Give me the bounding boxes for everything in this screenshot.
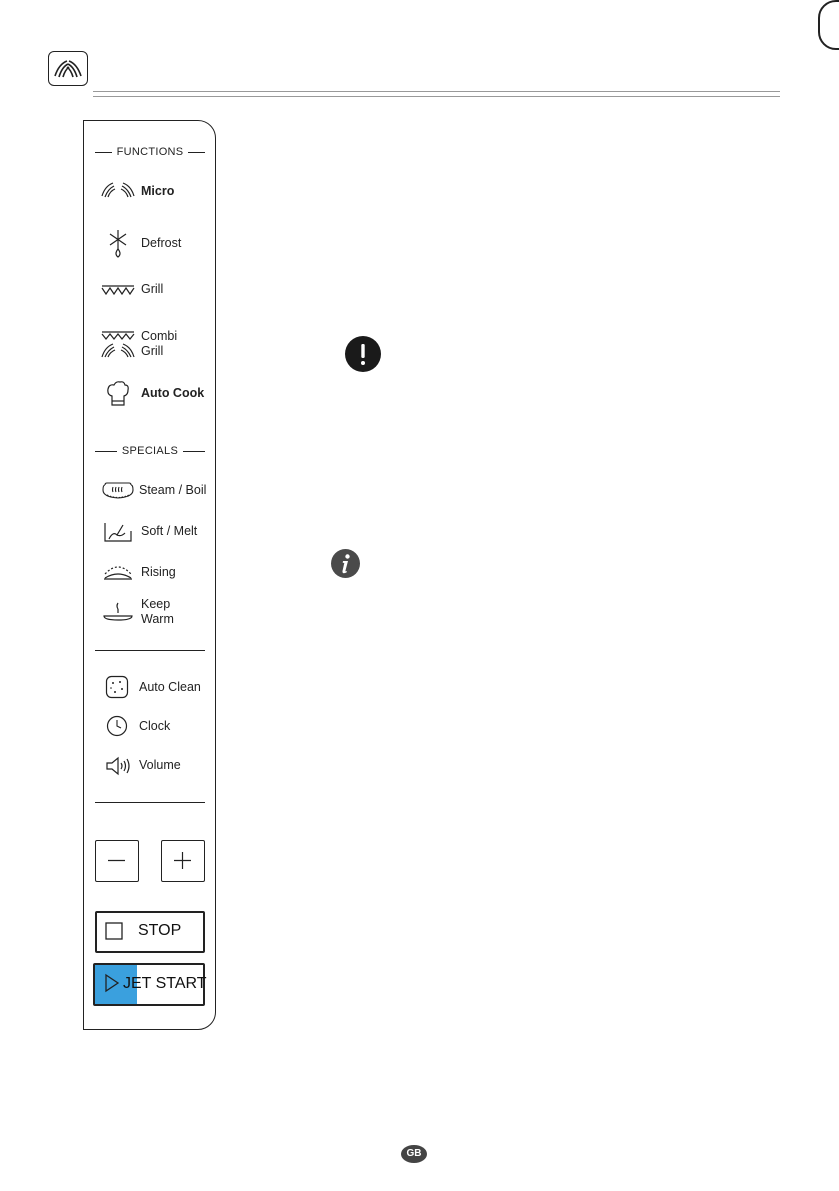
language-badge: GB [401, 1145, 427, 1163]
page-tab [818, 0, 839, 50]
functions-title: FUNCTIONS [95, 146, 205, 158]
plus-button[interactable] [161, 840, 205, 882]
combi-grill-icon [101, 330, 135, 358]
clock-icon [106, 715, 128, 737]
rising-icon [102, 562, 134, 582]
clock-label[interactable]: Clock [139, 719, 171, 733]
micro-icon [101, 180, 135, 198]
defrost-label[interactable]: Defrost [141, 236, 182, 250]
panel-divider-2 [95, 802, 205, 803]
minus-button[interactable] [95, 840, 139, 882]
auto-clean-icon [105, 675, 129, 699]
header-microwave-icon [48, 51, 88, 86]
soft-melt-label[interactable]: Soft / Melt [141, 524, 198, 538]
jet-start-label: JET START [123, 975, 207, 992]
auto-clean-label[interactable]: Auto Clean [139, 680, 201, 694]
stop-square-icon [105, 922, 123, 940]
header-rule [93, 91, 780, 97]
keep-warm-icon [102, 600, 134, 624]
specials-title: SPECIALS [95, 445, 205, 457]
steam-icon [101, 479, 135, 501]
stop-label: STOP [138, 922, 182, 939]
grill-icon [101, 284, 135, 296]
soft-melt-icon [103, 521, 133, 543]
chef-hat-icon [106, 380, 130, 407]
auto-cook-label[interactable]: Auto Cook [141, 386, 205, 400]
panel-divider [95, 650, 205, 651]
keep-warm-label[interactable]: Keep Warm [141, 597, 174, 626]
rising-label[interactable]: Rising [141, 565, 176, 579]
volume-label[interactable]: Volume [139, 758, 181, 772]
grill-label[interactable]: Grill [141, 282, 164, 296]
steam-boil-label[interactable]: Steam / Boil [139, 483, 207, 497]
play-icon [104, 973, 120, 993]
volume-icon [105, 755, 133, 777]
warning-icon [345, 336, 381, 372]
info-icon [331, 549, 360, 578]
micro-label[interactable]: Micro [141, 184, 175, 198]
combi-grill-label[interactable]: Combi Grill [141, 329, 178, 358]
defrost-icon [107, 229, 129, 259]
